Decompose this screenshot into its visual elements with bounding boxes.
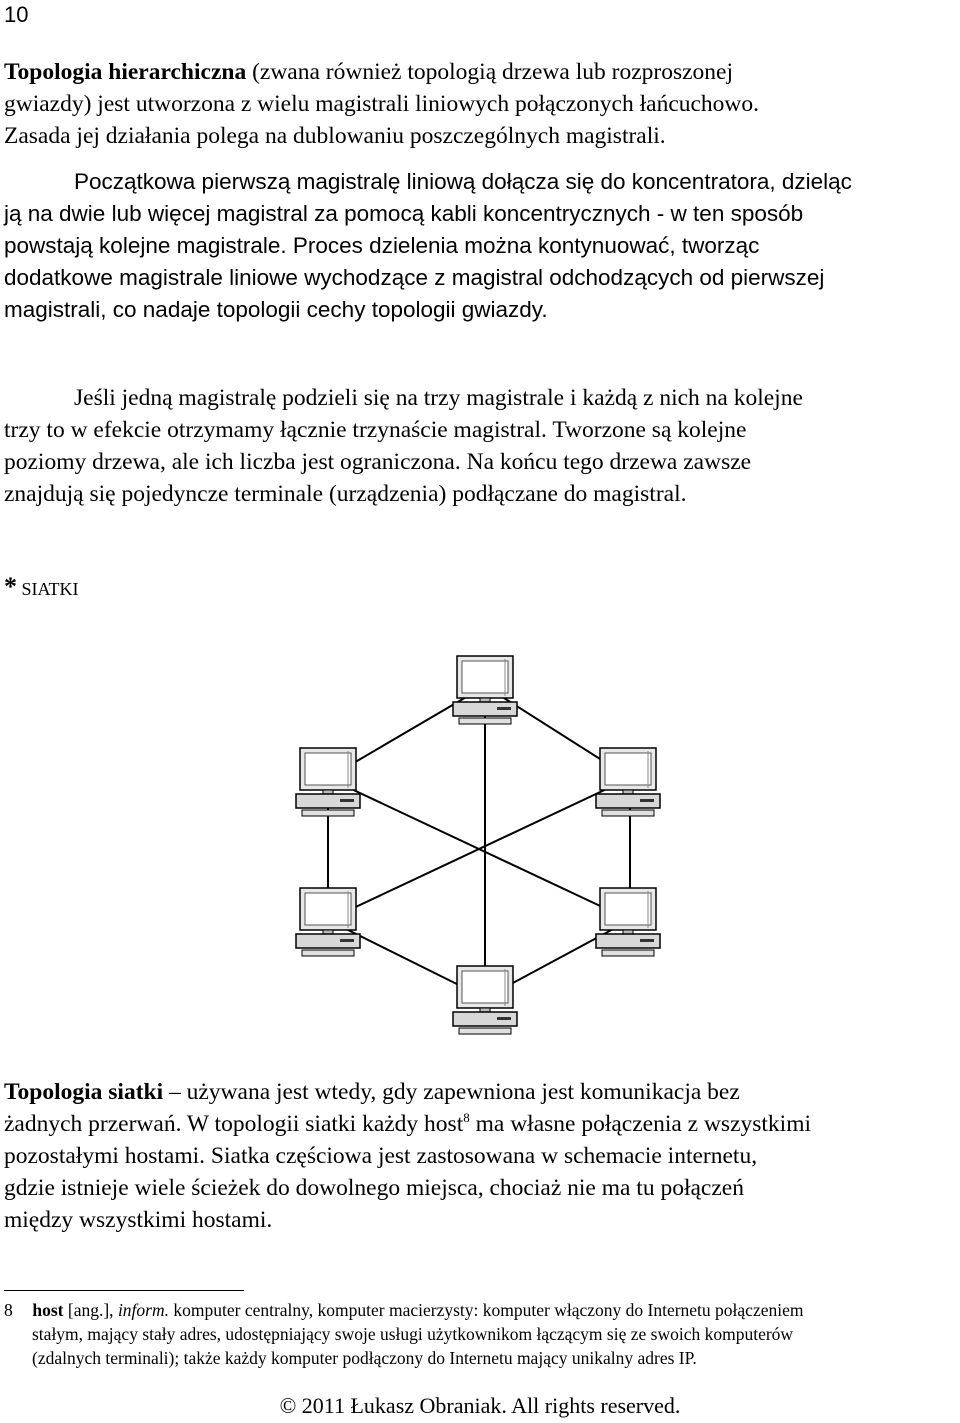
connection-lines: [328, 686, 630, 998]
text-line: Zasada jej działania polega na dublowaniu poszczególnych magistrali.: [4, 123, 666, 149]
hierarchical-term: Topologia hierarchiczna: [4, 59, 247, 85]
footnote-text: stałym, mający stały adres, udostępniający swoje usługi użytkownikom łączącym się ze swoich komputerów: [32, 1324, 794, 1344]
footnote-term: host: [32, 1300, 64, 1320]
mesh-paragraph: [4, 1076, 956, 1236]
page-number: 10: [4, 2, 29, 27]
footnote-separator: [4, 1290, 244, 1291]
computer-node-top: [453, 656, 517, 724]
text-line: pozostałymi hostami. Siatka częściowa jest zastosowana w schemacie internetu,: [4, 1143, 758, 1169]
footnote: [4, 1298, 954, 1370]
text-line: gdzie istnieje wiele ścieżek do dowolnego miejsca, chociaż nie ma tu połączeń: [4, 1175, 744, 1201]
computer-node-bottom-right: [596, 888, 660, 956]
footnote-text: (zdalnych terminali); także każdy komputer podłączony do Internetu mający unikalny adres IP.: [32, 1348, 697, 1368]
text-line: Jeśli jedną magistralę podzieli się na trzy magistrale i każdą z nich na kolejne: [74, 385, 803, 411]
text-line: poziomy drzewa, ale ich liczba jest ograniczona. Na końcu tego drzewa zawsze: [4, 449, 752, 475]
hierarchical-paragraph-2: [4, 166, 956, 326]
footnote-lang: [ang.],: [67, 1300, 114, 1320]
text-line: (zwana również topologią drzewa lub rozproszonej: [252, 59, 733, 85]
bullet-star: *: [4, 572, 17, 601]
copyright-notice: © 2011 Łukasz Obraniak. All rights reserved.: [279, 1393, 681, 1418]
footnote-style: inform.: [117, 1300, 169, 1320]
footnote-marker: 8: [4, 1300, 13, 1320]
text-line: ją na dwie lub więcej magistral za pomocą kabli koncentrycznych - w ten sposób: [4, 201, 804, 226]
mesh-section-heading: [4, 572, 79, 602]
hierarchical-intro-paragraph: [4, 56, 956, 152]
hierarchical-paragraph-3: [4, 382, 956, 510]
text-line: trzy to w efekcie otrzymamy łącznie trzynaście magistral. Tworzone są kolejne: [4, 417, 747, 443]
footnote-text: komputer centralny, komputer macierzysty: komputer włączony do Internetu połączeniem: [173, 1300, 804, 1320]
computer-node-top-left: [296, 748, 360, 816]
text-line: gwiazdy) jest utworzona z wielu magistrali liniowych połączonych łańcuchowo.: [4, 91, 760, 117]
footnote-reference[interactable]: 8: [463, 1110, 470, 1126]
computer-node-bottom: [453, 966, 517, 1034]
computer-node-top-right: [596, 748, 660, 816]
text-line: znajdują się pojedyncze terminale (urządzenia) podłączane do magistral.: [4, 481, 687, 507]
text-line: powstają kolejne magistrale. Proces dzielenia można kontynuować, tworząc: [4, 233, 760, 258]
text-line: ma własne połączenia z wszystkimi: [475, 1111, 812, 1137]
text-line: Początkowa pierwszą magistralę liniową dołącza się do koncentratora, dzieląc: [74, 169, 852, 194]
text-line: dodatkowe magistrale liniowe wychodzące z magistral odchodzących od pierwszej: [4, 265, 825, 290]
mesh-topology-diagram: [290, 648, 670, 1038]
text-line: – używana jest wtedy, gdy zapewniona jest komunikacja bez: [169, 1079, 740, 1105]
text-line: magistrali, co nadaje topologii cechy topologii gwiazdy.: [4, 297, 548, 322]
mesh-term: Topologia siatki: [4, 1079, 164, 1105]
text-line: żadnych przerwań. W topologii siatki każdy host: [4, 1111, 464, 1137]
computer-node-bottom-left: [296, 888, 360, 956]
mesh-heading-label: SIATKI: [21, 579, 79, 599]
text-line: między wszystkimi hostami.: [4, 1207, 273, 1233]
